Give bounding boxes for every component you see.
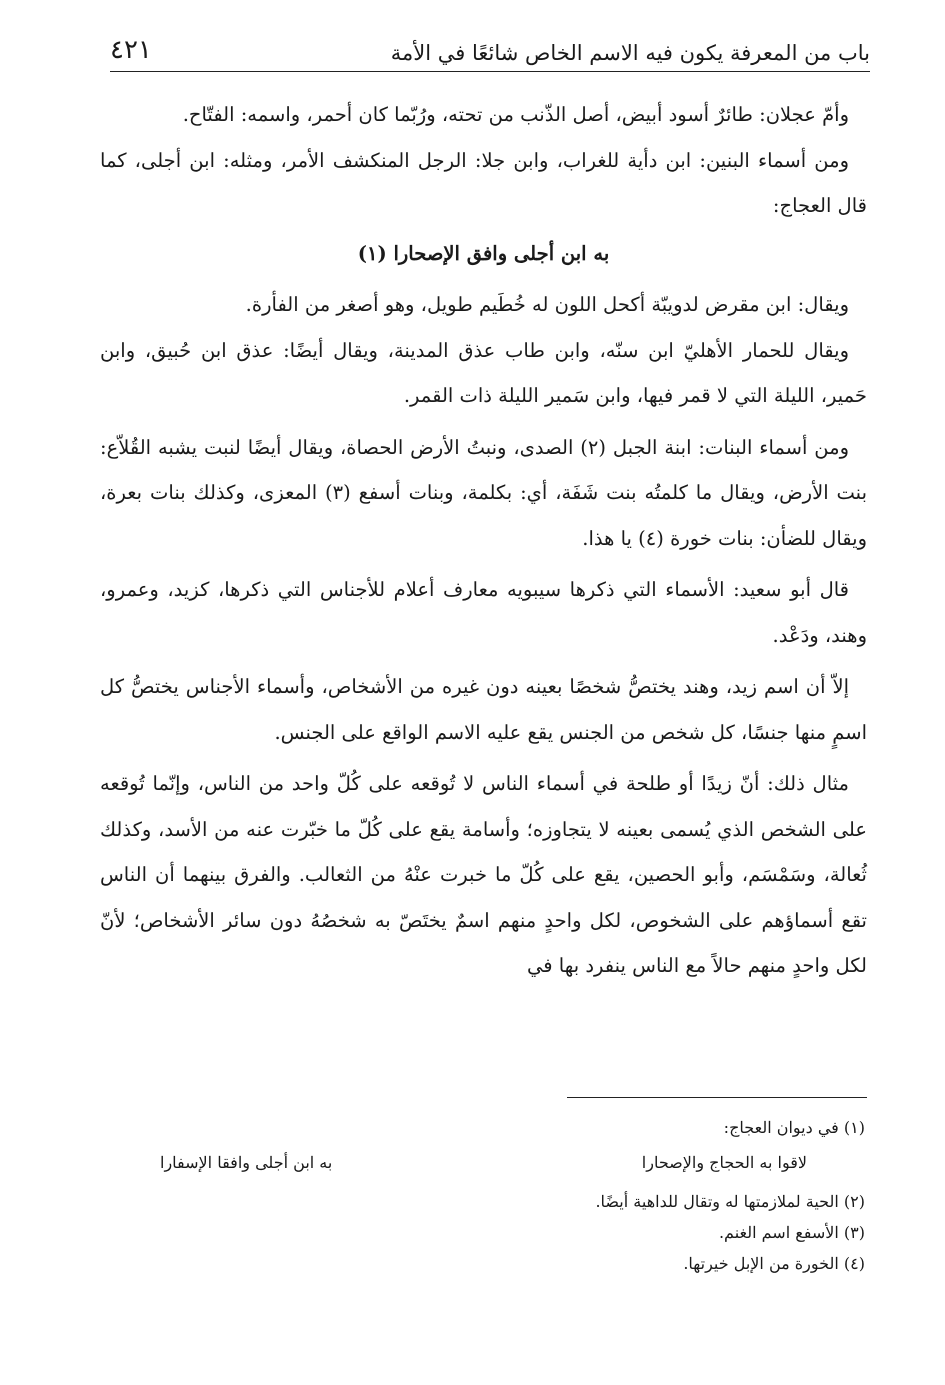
- main-text: [100, 92, 867, 995]
- paragraph-ibn-muqrid: ويقال: ابن مقرض لدويبّة أكحل اللون له خُطَيم طويل، وهو أصغر من الفأرة.: [245, 293, 849, 316]
- paragraph-ibn-sannih: ويقال للحمار الأهليّ ابن سنّه، وابن طاب عذق المدينة، ويقال أيضًا: عذق ابن حُبيق، وابن حَمير، الليلة التي لا قمر فيها، وابن سَمير الليلة ذات القمر.: [100, 338, 867, 407]
- footnote-1-verse-second-hemistich: به ابن أجلى وافقا الإسفارا: [160, 1153, 333, 1172]
- paragraph-illa-anna: إلاّ أن اسم زيد، وهند يختصُّ شخصًا بعينه دون غيره من الأشخاص، وأسماء الأجناس يختصُّ كل اسمٍ منها جنسًا، كل شخص من الجنس يقع عليه الاسم الواقع على الجنس.: [100, 675, 867, 744]
- page-number: ٤٢١: [110, 35, 152, 65]
- footnote-2: (٢) الحية لملازمتها له وتقال للداهية أيضًا.: [595, 1192, 865, 1211]
- footnote-1: (١) في ديوان العجاج:: [723, 1118, 865, 1137]
- footnotes: [100, 1112, 865, 1279]
- paragraph-asma-al-banin: ومن أسماء البنين: ابن دأية للغراب، وابن جلا: الرجل المنكشف الأمر، ومثله: ابن أجلى، كما قال العجاج:: [100, 148, 867, 217]
- running-title: باب من المعرفة يكون فيه الاسم الخاص شائعًا في الأمة: [390, 41, 870, 65]
- footnote-1-verse-first-hemistich: لاقوا به الحجاج والإصحارا: [641, 1153, 807, 1172]
- footnote-4: (٤) الخورة من الإبل خيرتها.: [683, 1254, 865, 1273]
- footnote-3: (٣) الأسفع اسم الغنم.: [718, 1223, 865, 1242]
- paragraph-mithal-dhalik: مثال ذلك: أنّ زيدًا أو طلحة في أسماء الناس لا تُوقعه على كُلّ واحد من الناس، وإنّما تُوقعه على الشخص الذي يُسمى بعينه لا يتجاوزه؛ وأسامة يقع على كُلّ ما خبّرت عنه من الأسد، وكذلك ثُعالة، وسَمْسَم، وأبو الحصين، يقع على كُلّ ما خبرت عنْهُ من الثعالب. والفرق بينهما أن الناس تقع أسماؤهم على الشخوص، لكل واحدٍ منهم اسمٌ يختَصّ به شخصُهُ دون سائر الأشخاص؛ لأنّ لكل واحدٍ منهم حالاً مع الناس ينفرد بها في: [100, 772, 867, 977]
- paragraph-umm-ajlan: وأمّ عجلان: طائرٌ أسود أبيض، أصل الذّنب من تحته، ورُبّما كان أحمر، واسمه: الفتّاح.: [182, 103, 849, 126]
- running-header: [110, 24, 870, 72]
- paragraph-abu-said: قال أبو سعيد: الأسماء التي ذكرها سيبويه معارف أعلام للأجناس التي ذكرها، كزيد، وعمرو، وهند، ودَعْد.: [100, 578, 867, 647]
- verse-line: به ابن أجلى وافق الإصحارا (١): [357, 241, 610, 265]
- footnote-1-verse: [100, 1147, 865, 1178]
- footnote-separator: [567, 1097, 867, 1098]
- paragraph-asma-al-banat: ومن أسماء البنات: ابنة الجبل (٢) الصدى، ونبتُ الأرض الحصاة، ويقال أيضًا لنبت يشبه القُلاّع: بنت الأرض، ويقال ما كلمتُه بنت شَفَة، أي: بكلمة، وبنات أسفع (٣) المعزى، وكذلك بنات بعرة، ويقال للضأن: بنات خورة (٤) يا هذا.: [100, 435, 867, 550]
